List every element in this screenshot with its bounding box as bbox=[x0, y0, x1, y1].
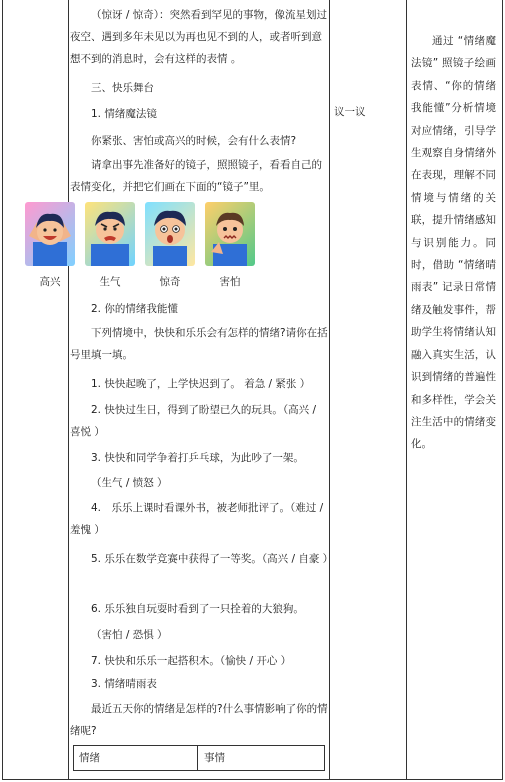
table-header-event: 事情 bbox=[204, 752, 225, 764]
activity-type-label: 议一议 bbox=[334, 106, 366, 118]
happy-child-icon bbox=[25, 202, 75, 266]
scenario-1: 1. 快快起晚了，上学快迟到了。 着急 / 紧张 ） bbox=[91, 378, 311, 390]
column-divider-1 bbox=[68, 0, 69, 779]
face-label-angry: 生气 bbox=[99, 276, 121, 288]
design-intent-column bbox=[411, 30, 496, 456]
column-divider-2 bbox=[329, 0, 330, 779]
angry-child-icon bbox=[85, 202, 135, 266]
section-heading-happy-stage: 三、快乐舞台 bbox=[91, 82, 154, 94]
barometer-question: 最近五天你的情绪是怎样的?什么事情影响了你的情绪呢? bbox=[70, 703, 328, 737]
scenario-5: 5. 乐乐在数学竞赛中获得了一等奖。（高兴 / 自豪 ） bbox=[91, 553, 334, 565]
surprised-child-icon bbox=[145, 202, 195, 266]
mirror-question: 你紧张、害怕或高兴的时候，会有什么表情? bbox=[91, 135, 297, 147]
scenario-3-answer: （生气 / 愤怒 ） bbox=[91, 477, 168, 489]
scenario-4: 4. 乐乐上课时看课外书，被老师批评了。（难过 / 羞愧 ） bbox=[70, 502, 324, 536]
scenario-instructions: 下列情境中，快快和乐乐会有怎样的情绪?请你在括号里填一填。 bbox=[70, 327, 328, 361]
table-header-emotion: 情绪 bbox=[74, 746, 198, 770]
activity-emotion-mirror: 1. 情绪魔法镜 bbox=[91, 108, 157, 120]
activity-mood-barometer: 3. 情绪晴雨表 bbox=[91, 678, 157, 690]
scenario-3: 3. 快快和同学争着打乒乓球，为此吵了一架。 bbox=[91, 452, 304, 464]
activity-understand-emotions: 2. 你的情绪我能懂 bbox=[91, 303, 178, 315]
scenario-2: 2. 快快过生日，得到了盼望已久的玩具。（高兴 / 喜悦 ） bbox=[70, 404, 316, 438]
scared-child-icon bbox=[205, 202, 255, 266]
face-label-happy: 高兴 bbox=[39, 276, 61, 288]
column-divider-3 bbox=[406, 0, 407, 779]
mood-barometer-table bbox=[73, 745, 325, 771]
emotion-faces-row bbox=[25, 202, 255, 292]
mirror-instructions: 请拿出事先准备好的镜子，照照镜子，看看自己的表情变化，并把它们画在下面的“镜子”里。 bbox=[70, 159, 322, 193]
face-label-scared: 害怕 bbox=[219, 276, 241, 288]
face-label-surprised: 惊奇 bbox=[159, 276, 181, 288]
design-intent-text: 通过 “情绪魔法镜” 照镜子绘画表情、“你的情绪我能懂”分析情境对应情绪，引导学生观察自身情绪外在表现，理解不同情境与情绪的关联，提升情绪感知与识别能力。同时，借助 “情绪晴雨表” 记录日常情绪及触发事件，帮助学生将情绪认知融入真实生活，认识到情绪的普遍性和多样性，学会关注生活中的情绪变化。 bbox=[411, 35, 496, 451]
surprise-definition: （惊讶 / 惊奇）：突然看到罕见的事物，像流星划过夜空、遇到多年未见以为再也见不到的人，或者听到意想不到的消息时，会有这样的表情 。 bbox=[70, 9, 327, 65]
scenario-6: 6. 乐乐独自玩耍时看到了一只拴着的大狼狗。 bbox=[91, 603, 304, 615]
scenario-7: 7. 快快和乐乐一起搭积木。（愉快 / 开心 ） bbox=[91, 655, 292, 667]
scenario-6-answer: （害怕 / 恐惧 ） bbox=[91, 629, 168, 641]
